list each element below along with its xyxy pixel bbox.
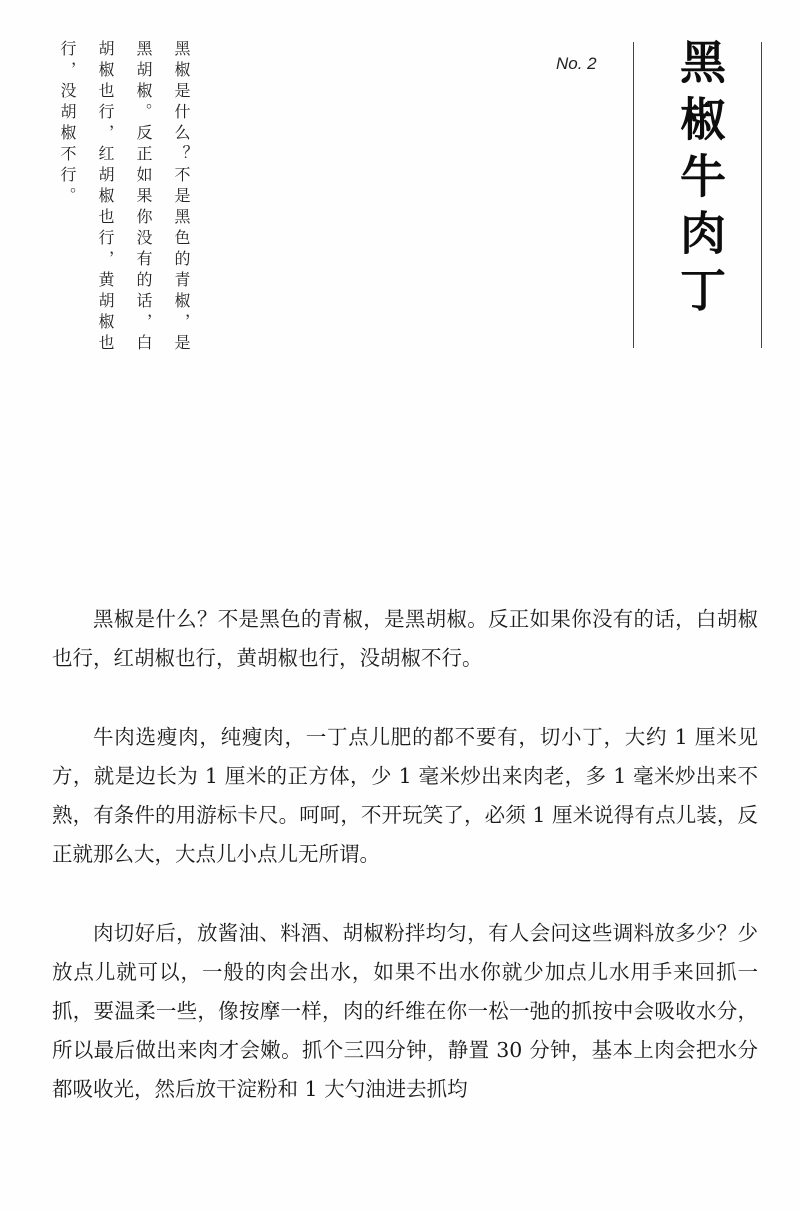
recipe-number: No. 2	[556, 54, 597, 73]
paragraph: 黑椒是什么？不是黑色的青椒，是黑胡椒。反正如果你没有的话，白胡椒也行，红胡椒也行，黄胡椒也行，没胡椒不行。	[52, 607, 758, 670]
title-right-rule	[761, 42, 762, 348]
sidebar-note: 黑椒是什么？不是黑色的青椒，是黑胡椒。反正如果你没有的话，白胡椒也行，红胡椒也行，黄胡椒也行，没胡椒不行。	[58, 40, 191, 355]
paragraph: 牛肉选瘦肉，纯瘦肉，一丁点儿肥的都不要有，切小丁，大约 1 厘米见方，就是边长为 1 厘米的正方体，少 1 毫米炒出来肉老，多 1 毫米炒出来不熟，有条件的用游标卡尺。呵呵，不开玩笑了，必须 1 厘米说得有点儿装，反正就那么大，大点儿小点儿无所谓。	[52, 725, 758, 866]
body-text	[52, 600, 758, 1149]
paragraph: 肉切好后，放酱油、料酒、胡椒粉拌均匀，有人会问这些调料放多少？少放点儿就可以，一般的肉会出水，如果不出水你就少加点儿水用手来回抓一抓，要温柔一些，像按摩一样，肉的纤维在你一松一弛的抓按中会吸收水分，所以最后做出来肉才会嫩。抓个三四分钟，静置 30 分钟，基本上肉会把水分都吸收光，然后放干淀粉和 1 大勺油进去抓均	[52, 921, 758, 1101]
recipe-title: 黑椒牛肉丁	[673, 38, 727, 323]
title-left-rule	[633, 42, 634, 348]
